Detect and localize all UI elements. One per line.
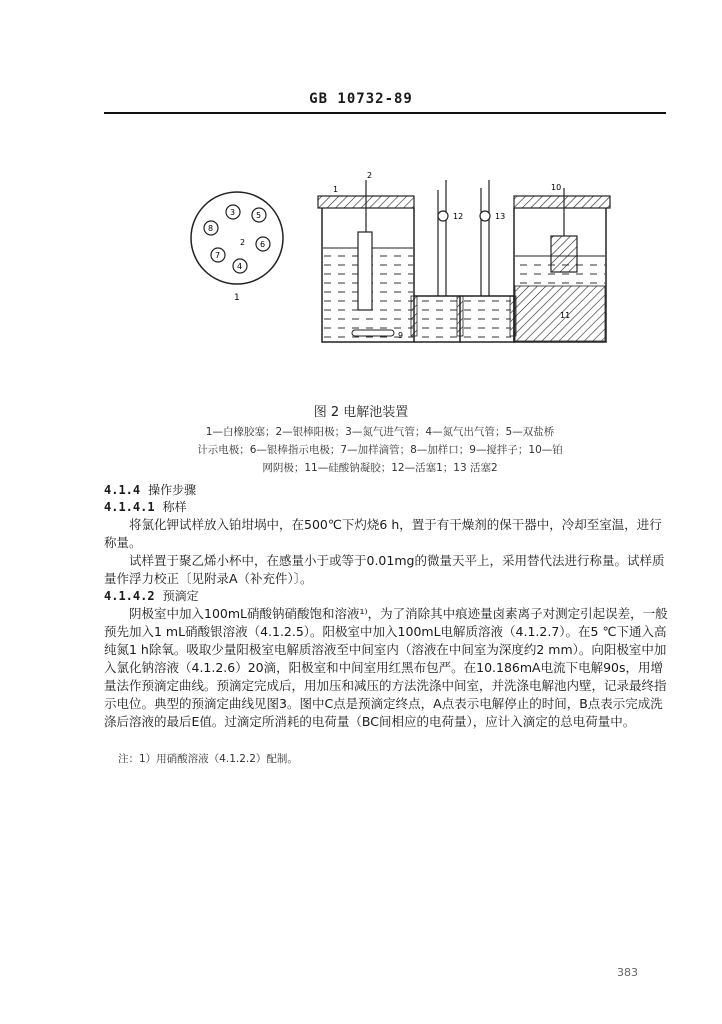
figure-legend-line-2: 计示电极；6—银棒指示电极；7—加样滴管；8—加样口；9—搅拌子；10—铂	[197, 444, 563, 456]
label-9: 9	[398, 331, 404, 340]
paragraph-pretitration: 阴极室中加入100mL硝酸钠硝酸饱和溶液¹⁾，为了消除其中痕迹量卤素离子对测定引起误差，一般预先加入1 mL硝酸银溶液（4.1.2.5）。阳极室中加入100mL电解质溶液（4.1.2.7）。在5 ℃下通入高纯氮1 h除氧。吸取少量阳极室电解质溶液至中间室内（溶液在中间室为深度约2 mm）。向阳极室中加入氯化钠溶液（4.1.2.6）20滴，阳极室和中间室用红黑布包严。在10.186mA电流下电解90s，用增量法作预滴定曲线。预滴定完成后，用加压和减压的方法洗涤中间室，并洗涤电解池内壁，记录最终指示电位。典型的预滴定曲线见图3。图中C点是预滴定终点，A点表示电解停止的时间，B点表示完成洗涤后溶液的最后E值。过滴定所消耗的电荷量（BC间相应的电荷量），应计入滴定的总电荷量中。	[104, 606, 668, 729]
label-1: 1	[333, 185, 339, 194]
label-11: 11	[560, 311, 571, 320]
section-title: 称样	[162, 500, 187, 514]
hole-label-8: 8	[208, 224, 214, 233]
footnote: 注：1）用硝酸溶液（4.1.2.2）配制。	[118, 753, 298, 765]
hole-label-7: 7	[215, 251, 221, 260]
hole-label-4: 4	[237, 262, 243, 271]
section-title: 预滴定	[162, 589, 199, 603]
paragraph-weighing-2: 试样置于聚乙烯小杯中，在感量小于或等于0.01mg的微量天平上，采用替代法进行称量。试样质量作浮力校正〔见附录A（补充件）〕。	[104, 553, 665, 586]
figure-title: 图 2 电解池装置	[313, 405, 409, 420]
label-13: 13	[495, 212, 506, 221]
stir-bar	[352, 330, 394, 336]
section-number: 4.1.4.2	[104, 589, 155, 603]
center-label-2: 2	[240, 238, 246, 247]
section-4-1-4-2	[104, 588, 199, 604]
section-number: 4.1.4.1	[104, 500, 155, 514]
electrolysis-cell-figure	[0, 0, 722, 400]
stopper-top-view	[191, 192, 283, 303]
section-4-1-4-1	[104, 499, 187, 515]
section-number: 4.1.4	[104, 483, 141, 497]
frit-mid	[457, 296, 463, 336]
silver-anode	[358, 232, 372, 310]
cell-cross-section	[318, 171, 610, 342]
label-2: 2	[367, 171, 373, 180]
section-4-1-4	[104, 482, 196, 498]
top-view-label: 1	[234, 293, 240, 303]
page-number: 383	[617, 966, 638, 979]
label-10: 10	[551, 183, 562, 192]
paragraph-weighing-1: 将氯化钾试样放入铂坩埚中，在500℃下灼烧6 h，置于有干燥剂的保干器中，冷却至室温，进行称量。	[104, 517, 662, 550]
middle-liquid	[415, 297, 459, 341]
hole-label-5: 5	[256, 211, 262, 220]
standard-number-header: GB 10732-89	[309, 91, 413, 107]
figure-legend-line-3: 网阴极；11—硅酸钠凝胶；12—活塞1；13 活塞2	[262, 462, 498, 474]
figure-legend-line-1: 1—白橡胶塞；2—银棒阳极；3—氮气进气管；4—氮气出气管；5—双盐桥	[205, 426, 555, 438]
platinum-cathode	[551, 236, 577, 272]
right-stopper	[514, 196, 610, 208]
frit-left	[411, 296, 417, 336]
label-12: 12	[453, 212, 464, 221]
stopcock-2	[480, 211, 490, 221]
frit-right	[510, 296, 516, 336]
section-title: 操作步骤	[148, 483, 197, 497]
hole-label-6: 6	[260, 240, 266, 249]
stopcock-1	[438, 211, 448, 221]
hole-label-3: 3	[230, 208, 236, 217]
